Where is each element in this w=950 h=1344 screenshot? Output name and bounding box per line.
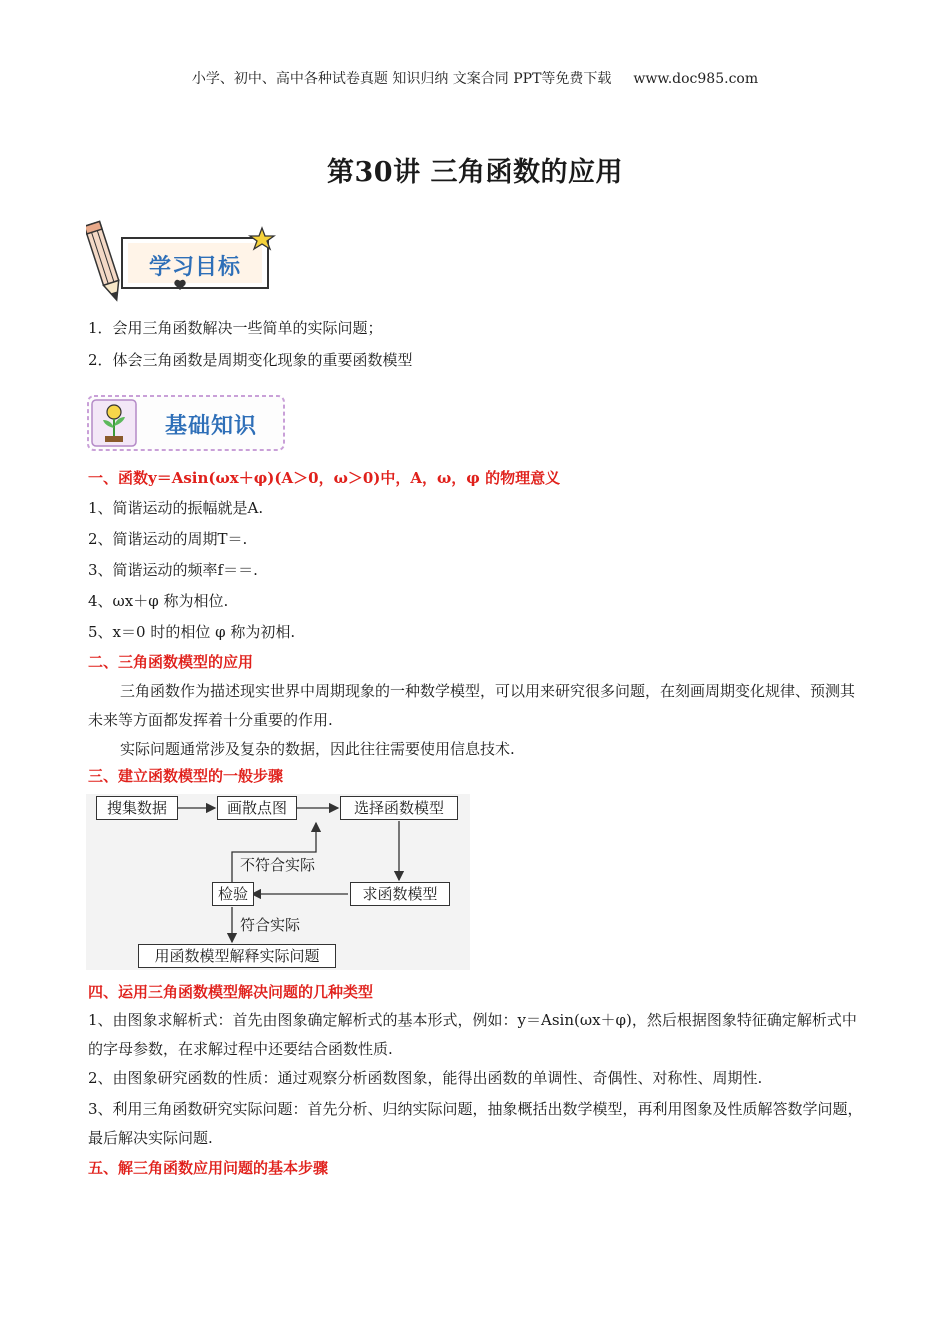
s1-item: 3、简谐运动的频率f＝＝.	[88, 561, 258, 579]
bulb-plant-icon	[92, 400, 136, 446]
s1-item: 5、x＝0 时的相位 φ 称为初相.	[88, 623, 296, 641]
s2-paragraph: 三角函数作为描述现实世界中周期现象的一种数学模型，可以用来研究很多问题，在刻画周期变化规律、预测其未来等方面都发挥着十分重要的作用.	[88, 682, 856, 729]
s1-item: 2、简谐运动的周期T＝.	[88, 530, 248, 548]
s1-item: 4、ωx＋φ 称为相位.	[88, 592, 229, 610]
basics-banner-label: 基础知识	[164, 414, 257, 439]
section-2-heading: 二、三角函数模型的应用	[88, 653, 254, 671]
flow-fit-label: 符合实际	[240, 916, 301, 934]
s4-item: 1、由图象求解析式：首先由图象确定解析式的基本形式，例如：y＝Asin(ωx＋φ)，然后根据图象特征确定解析式中的字母参数，在求解过程中还要结合函数性质.	[88, 1011, 857, 1058]
header-site[interactable]: www.doc985.com	[633, 71, 759, 87]
flow-solve-box: 求函数模型	[350, 882, 450, 906]
flow-explain-box: 用函数模型解释实际问题	[138, 944, 336, 968]
header-text: 小学、初中、高中各种试卷真题 知识归纳 文案合同 PPT等免费下载	[191, 71, 612, 87]
goals-banner-label: 学习目标	[148, 255, 241, 280]
basics-banner	[86, 392, 286, 454]
flow-check-box: 检验	[212, 882, 254, 906]
flow-scatter-box: 画散点图	[217, 796, 297, 820]
page-title: 第30讲 三角函数的应用	[327, 157, 623, 188]
s4-item: 2、由图象研究函数的性质：通过观察分析函数图象，能得出函数的单调性、奇偶性、对称性、周期性.	[88, 1069, 763, 1087]
s2-paragraph: 实际问题通常涉及复杂的数据，因此往往需要使用信息技术.	[120, 740, 515, 758]
goal-item: 1．会用三角函数解决一些简单的实际问题；	[88, 319, 383, 337]
section-3-heading: 三、建立函数模型的一般步骤	[88, 767, 284, 785]
flow-not-fit-label: 不符合实际	[240, 856, 316, 874]
flow-collect-box: 搜集数据	[96, 796, 178, 820]
s1-item: 1、简谐运动的振幅就是A.	[88, 499, 264, 517]
section-5-heading: 五、解三角函数应用问题的基本步骤	[88, 1159, 329, 1177]
section-4-heading: 四、运用三角函数模型解决问题的几种类型	[88, 983, 374, 1001]
section-1-heading: 一、函数y＝Asin(ωx＋φ)(A＞0，ω＞0)中，A，ω，φ 的物理意义	[88, 469, 561, 487]
goals-banner	[86, 216, 278, 306]
s4-item: 3、利用三角函数研究实际问题：首先分析、归纳实际问题，抽象概括出数学模型，再利用图象及性质解答数学问题，最后解决实际问题.	[88, 1100, 863, 1147]
goal-item: 2．体会三角函数是周期变化现象的重要函数模型	[88, 351, 413, 369]
flowchart	[86, 794, 470, 970]
flow-choose-box: 选择函数模型	[340, 796, 458, 820]
page-header	[0, 68, 950, 88]
